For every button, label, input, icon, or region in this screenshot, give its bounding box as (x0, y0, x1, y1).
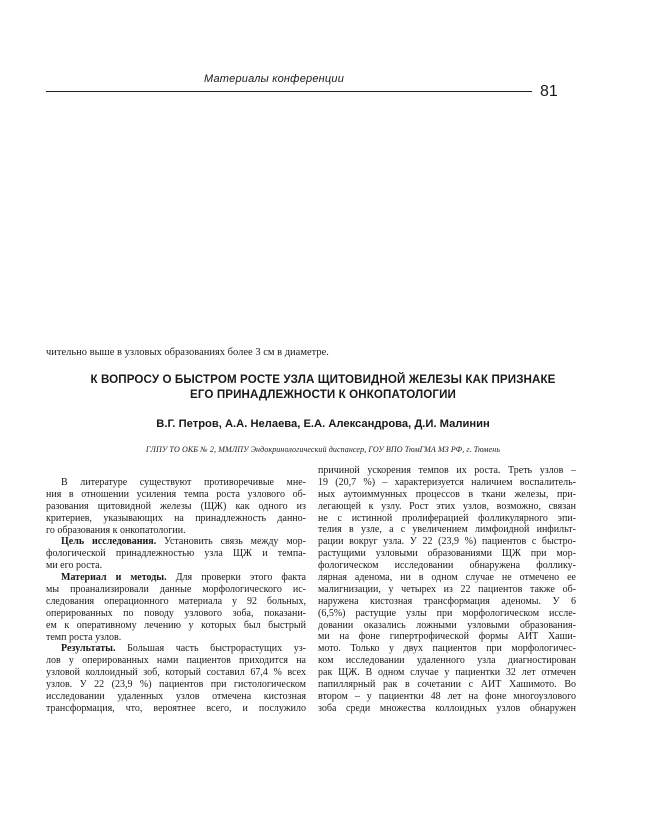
text-line: ми на фоне гипертрофической формы АИТ Хаши- (318, 631, 576, 643)
text-line: малигнизации, у четырех из 22 пациентов также об- (318, 583, 576, 595)
text-line: телия в узле, а с увеличением лимфоидной инфильт- (318, 524, 576, 536)
text-line: втором – у пациентки 48 лет на фоне многоузлового (318, 690, 576, 702)
right-column (318, 465, 576, 715)
text-line: оперированных по поводу узлового зоба, показани- (46, 607, 306, 619)
affiliation: ГЛПУ ТО ОКБ № 2, ММЛПУ Эндокринологический диспансер, ГОУ ВПО ТюмГМА МЗ РФ, г. Тюмень (145, 445, 501, 454)
title-line: К ВОПРОСУ О БЫСТРОМ РОСТЕ УЗЛА ЩИТОВИДНОЙ ЖЕЛЕЗЫ КАК ПРИЗНАКЕ (90, 373, 556, 386)
text-line: причиной ускорения темпов их роста. Треть узлов – (318, 465, 576, 476)
text-line (46, 536, 306, 548)
text-line: следования операционного материала у 92 больных, (46, 595, 306, 607)
text-line: папиллярный рак в сочетании с АИТ Хашимото. Во (318, 679, 576, 691)
text-line: критериев, указывающих на принадлежность данно- (46, 512, 306, 524)
methods-heading: Материал и методы. (61, 572, 167, 584)
text-line: наружена кистозная трансформация аденомы. У 6 (318, 595, 576, 607)
results-heading: Результаты. (61, 643, 116, 655)
text-line: 19 (20,7 %) – характеризуется наличием воспалитель- (318, 476, 576, 488)
text-line: темп роста узлов. (46, 631, 122, 643)
title-line: ЕГО ПРИНАДЛЕЖНОСТИ К ОНКОПАТОЛОГИИ (190, 387, 456, 401)
previous-article-tail: чительно выше в узловых образованиях более 3 см в диаметре. (46, 347, 329, 358)
page-number: 81 (540, 83, 558, 100)
spacer (46, 465, 306, 477)
text-line: ми его роста. (46, 560, 103, 572)
text-line: фологическом исследовании обнаружена фоллику- (318, 560, 576, 572)
text-run: Для проверки этого факта (166, 572, 306, 584)
text-line: (6,5%) растущие узлы при морфологическом иссле- (318, 607, 576, 619)
aim-heading: Цель исследования. (61, 536, 157, 548)
text-line: ком исследовании удаленного узла диагностирован (318, 655, 576, 667)
article-title (30, 373, 616, 402)
text-line: ния в отношении усиления темпа роста узлового об- (46, 488, 306, 500)
text-line: В литературе существуют противоречивые мне- (61, 477, 306, 488)
left-column (46, 465, 306, 715)
text-line: мы проанализировали данные морфологического ис- (46, 584, 306, 596)
authors: В.Г. Петров, А.А. Нелаева, Е.А. Александрова, Д.И. Малинин (156, 418, 490, 430)
text-run: Установить связь между мор- (156, 536, 306, 548)
header-rule (46, 91, 532, 92)
text-line: рак ЩЖ. В одном случае у пациентки 32 лет отмечен (318, 667, 576, 679)
text-line: разования щитовидной железы (ЩЖ) как одного из (46, 500, 306, 512)
text-run: Большая часть быстрорастущих уз- (115, 643, 306, 655)
text-line (46, 643, 306, 655)
text-line: легающей к узлу. Рост этих узлов, возможно, связан (318, 500, 576, 512)
text-line: фологической принадлежностью узла ЩЖ и темпа- (46, 548, 306, 560)
text-line: довании оказались ложными узловыми образования- (318, 619, 576, 631)
text-line: го образования к онкопатологии. (46, 524, 186, 536)
text-line: ных аутоиммунных процессов в ткани железы, при- (318, 488, 576, 500)
text-line: лярная аденома, ни в одном случае не отмечено ее (318, 572, 576, 584)
text-line: узлов. У 22 (23,9 %) пациентов при гистологическом (46, 679, 306, 691)
text-line: зоба среди множества коллоидных узлов обнаружен (318, 702, 576, 714)
text-line: не с истинной пролиферацией фолликулярного эпи- (318, 512, 576, 524)
text-line: ем к оперативному лечению у которых был быстрый (46, 619, 306, 631)
text-line: исследовании удаленных узлов отмечена кистозная (46, 691, 306, 703)
text-line: рации вокруг узла. У 22 (23,9 %) пациентов с быстро- (318, 536, 576, 548)
text-line (46, 572, 306, 584)
text-line: лов у оперированных нами пациентов приходится на (46, 655, 306, 667)
text-line: растущими узловыми образованиями ЩЖ при мор- (318, 548, 576, 560)
text-line: узловой коллоидный зоб, который составил 67,4 % всех (46, 667, 306, 679)
text-line: мото. Только у двух пациентов при морфологичес- (318, 643, 576, 655)
running-header: Материалы конференции (203, 73, 345, 85)
text-line: трансформация, что, вероятнее всего, и послужило (46, 702, 306, 714)
